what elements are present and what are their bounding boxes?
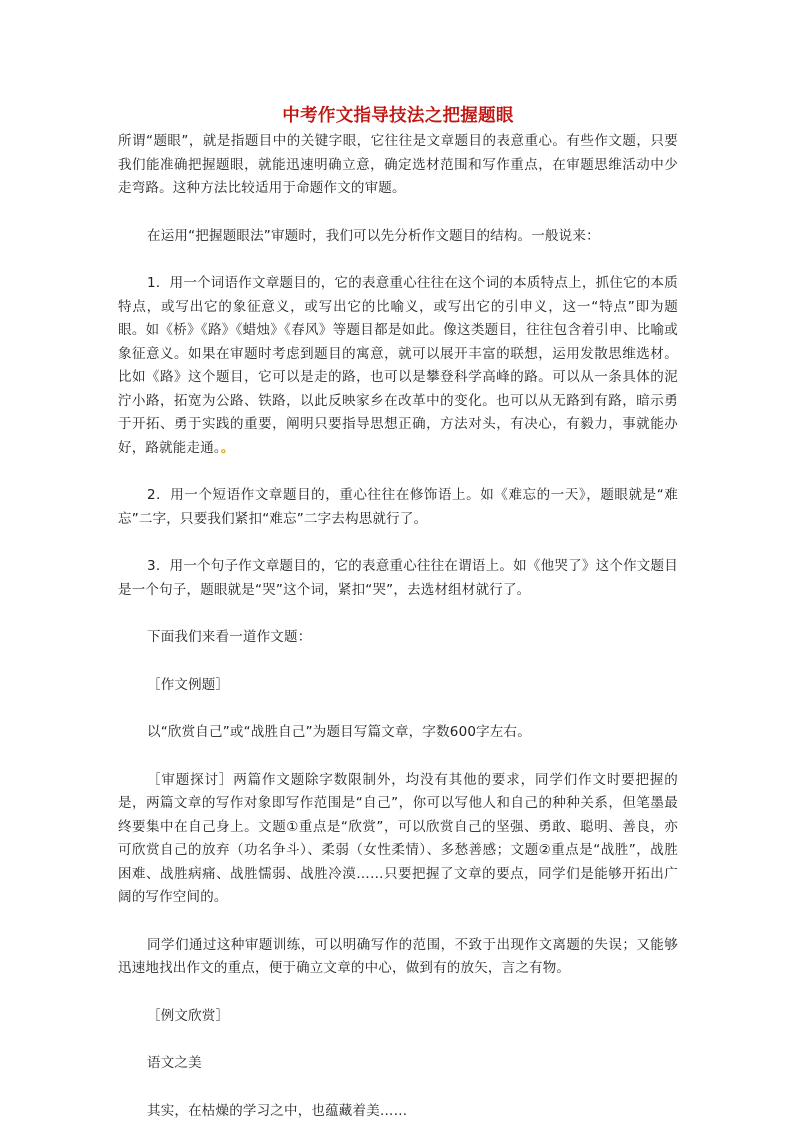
point-3-paragraph: 3．用一个句子作文章题目的，它的表意重心往往在谓语上。如《他哭了》这个作文题目是一个句子，题眼就是“哭”这个词，紧扣“哭”，去选材组材就行了。 <box>118 558 678 598</box>
point-2-paragraph: 2．用一个短语作文章题目的，重心往往在修饰语上。如《难忘的一天》，题眼就是“难忘”二字，只要我们紧扣“难忘”二字去构思就行了。 <box>118 487 678 527</box>
example-intro-paragraph: 下面我们来看一道作文题： <box>147 629 312 645</box>
point-1-paragraph <box>118 272 678 460</box>
example-heading: ［作文例题］ <box>147 676 230 693</box>
summary-paragraph: 同学们通过这种审题训练，可以明确写作的范围，不致于出现作文离题的失误；又能够迅速地找出作文的重点，便于确立文章的中心，做到有的放矢，言之有物。 <box>118 936 678 976</box>
analysis-paragraph: ［审题探讨］两篇作文题除字数限制外，均没有其他的要求，同学们作文时要把握的是，两篇文章的写作对象即写作范围是“自己”，你可以写他人和自己的种种关系，但笔墨最终要集中在自己身上。文题①重点是“欣赏”，可以欣赏自己的坚强、勇敢、聪明、善良，亦可欣赏自己的放弃（功名争斗）、柔弱（女性柔情）、多愁善感；文题②重点是“战胜”，战胜困难、战胜病痛、战胜懦弱、战胜冷漠……只要把握了文章的要点，同学们是能够开拓出广阔的写作空间的。 <box>118 771 678 905</box>
point-1-text: 1．用一个词语作文章题目的，它的表意重心往往在这个词的本质特点上，抓住它的本质特点，或写出它的象征意义，或写出它的比喻义，或写出它的引申义，这一“特点”即为题眼。如《桥》《路》《蜡烛》《春风》等题目都是如此。像这类题目，往往包含着引申、比喻或象征意义。如果在审题时考虑到题目的寓意，就可以展开丰富的联想，运用发散思维选材。比如《路》这个题目，它可以是走的路，也可以是攀登科学高峰的路。可以从一条具体的泥泞小路，拓宽为公路、铁路，以此反映家乡在改革中的变化。也可以从无路到有路，暗示勇于开拓、勇于实践的重要，阐明只要指导思想正确，方法对头，有决心，有毅力，事就能办好，路就能走通。 <box>118 275 678 456</box>
sample-essay-title: 语文之美 <box>147 1055 202 1071</box>
point-1-dot: 。 <box>220 439 235 456</box>
sample-essay-heading: ［例文欣赏］ <box>147 1007 230 1024</box>
method-intro-paragraph: 在运用“把握题眼法”审题时，我们可以先分析作文题目的结构。一般说来： <box>147 227 600 244</box>
example-prompt: 以“欣赏自己”或“战胜自己”为题目写篇文章，字数600字左右。 <box>147 724 531 740</box>
sample-essay-opening: 其实，在枯燥的学习之中，也蕴藏着美…… <box>147 1102 408 1119</box>
document-title: 中考作文指导技法之把握题眼 <box>282 106 514 126</box>
intro-paragraph: 所谓“题眼”，就是指题目中的关键字眼，它往往是文章题目的表意重心。有些作文题，只要我们能准确把握题眼，就能迅速明确立意，确定选材范围和写作重点，在审题思维活动中少走弯路。这种方法比较适用于命题作文的审题。 <box>118 133 678 196</box>
